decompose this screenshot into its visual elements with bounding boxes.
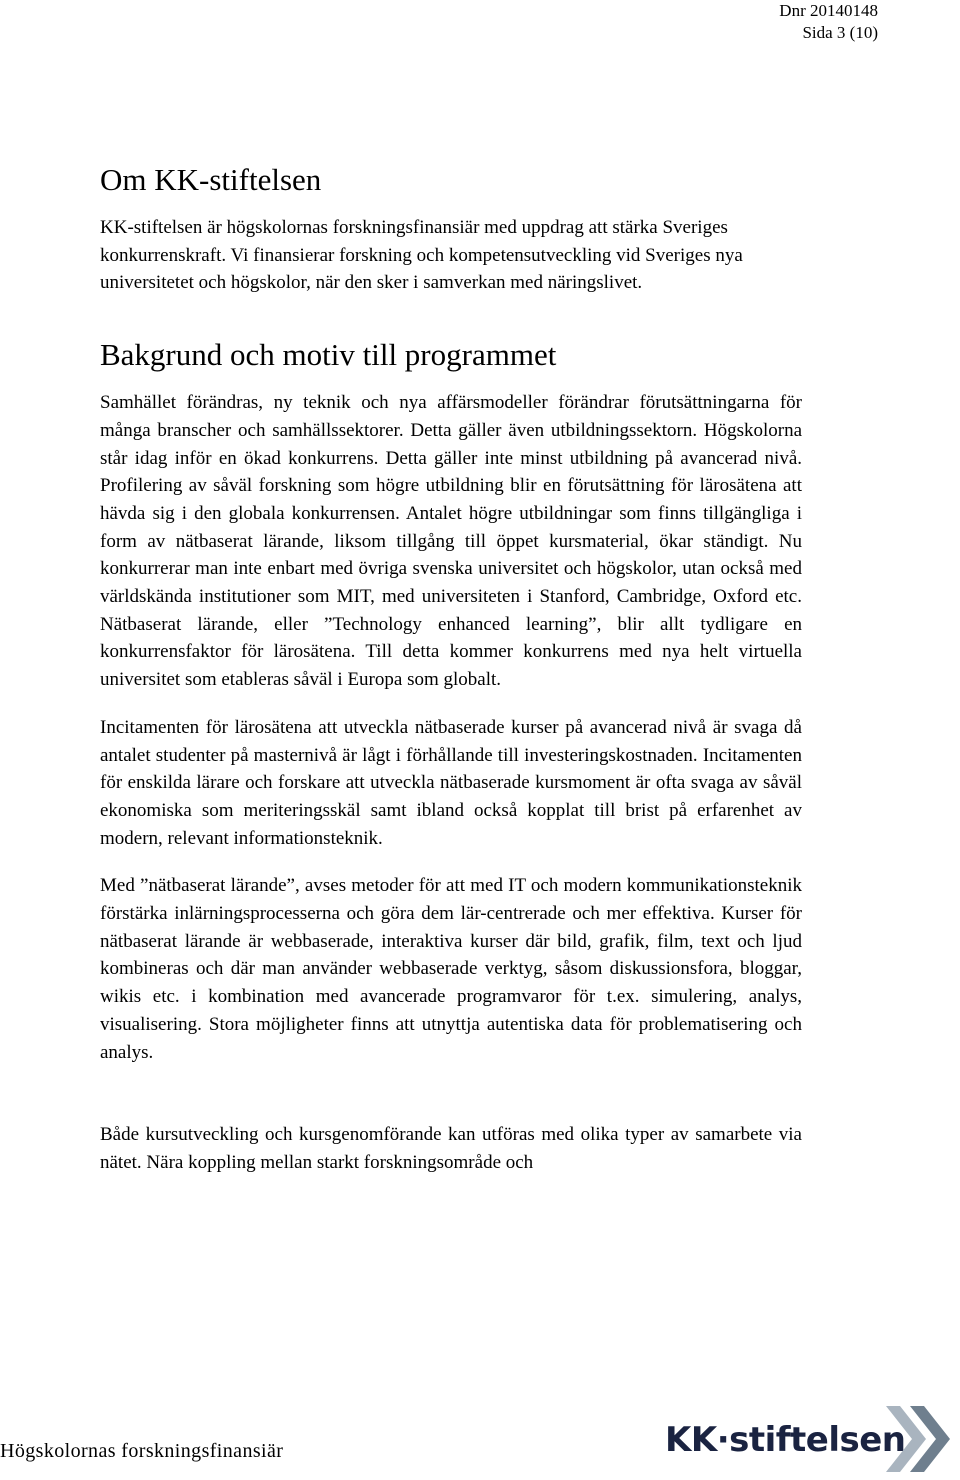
document-number: Dnr 20140148 — [779, 1, 878, 20]
kk-stiftelsen-logo — [665, 1398, 960, 1480]
page-number: Sida 3 (10) — [802, 23, 878, 42]
document-header — [779, 0, 878, 44]
chevron-logo-icon — [880, 1398, 960, 1480]
document-body — [100, 150, 802, 1177]
logo-wordmark: KK·stiftelsen — [665, 1420, 906, 1460]
section-heading-about: Om KK-stiftelsen — [100, 162, 322, 197]
background-paragraph-2: Incitamenten för lärosätena att utveckla nätbaserade kurser på avancerad nivå är svaga då antalet studenter på masternivå är lågt i förhållande till investeringskostnaden. Incitamenten för enskilda lärare och forskare att utveckla nätbaserade kursmoment är ofta svaga av såväl ekonomiska som meriteringsskäl samt ibland också kopplat till brist på erfarenhet av modern, relevant informationsteknik. — [100, 716, 802, 849]
about-paragraph: KK-stiftelsen är högskolornas forskningsfinansiär med uppdrag att stärka Sveriges konkurrenskraft. Vi finansierar forskning och kompetensutveckling vid Sveriges nya universitetet och högskolor, när den sker i samverkan med näringslivet. — [100, 217, 743, 294]
background-paragraph-3: Med ”nätbaserat lärande”, avses metoder för att med IT och modern kommunikationsteknik förstärka inlärningsprocesserna och göra dem lär-centrerade och mer effektiva. Kurser för nätbaserat lärande är webbaserade, interaktiva kurser där bild, grafik, film, text och ljud kombineras och där man använder webbaserade verktyg, såsom diskussionsfora, bloggar, wikis etc. i kombination med avancerade programvaror för t.ex. simulering, analys, visualisering. Stora möjligheter finns att utnyttja autentiska data för problematisering och analys. — [100, 875, 802, 1063]
section-heading-background: Bakgrund och motiv till programmet — [100, 337, 557, 373]
background-paragraph-4: Både kursutveckling och kursgenomförande kan utföras med olika typer av samarbete via nätet. Nära koppling mellan starkt forskningsområde och — [100, 1124, 802, 1173]
background-paragraph-1: Samhället förändras, ny teknik och nya affärsmodeller förändrar förutsättningarna för många branscher och samhällssektorer. Detta gäller även utbildningssektorn. Högskolorna står idag inför en ökad konkurrens. Detta gäller inte minst utbildning på avancerad nivå. Profilering av såväl forskning som högre utbildning blir en förutsättning för lärosätena att hävda sig i den globala konkurrensen. Antalet högre utbildningar som finns tillgängliga i form av nätbaserat lärande, liksom tillgång till öppet kursmaterial, ökar ständigt. Nu konkurrerar man inte enbart med övriga svenska universitet och högskolor, utan också med världskända institutioner som MIT, med universiteten i Stanford, Cambridge, Oxford etc. Nätbaserat lärande, eller ”Technology enhanced learning”, blir allt tydligare en konkurrensfaktor för lärosätena. Till detta kommer konkurrens med nya helt virtuella universitet som etableras såväl i Europa som globalt. — [100, 392, 802, 691]
footer-tagline: Högskolornas forskningsfinansiär — [0, 1440, 284, 1462]
